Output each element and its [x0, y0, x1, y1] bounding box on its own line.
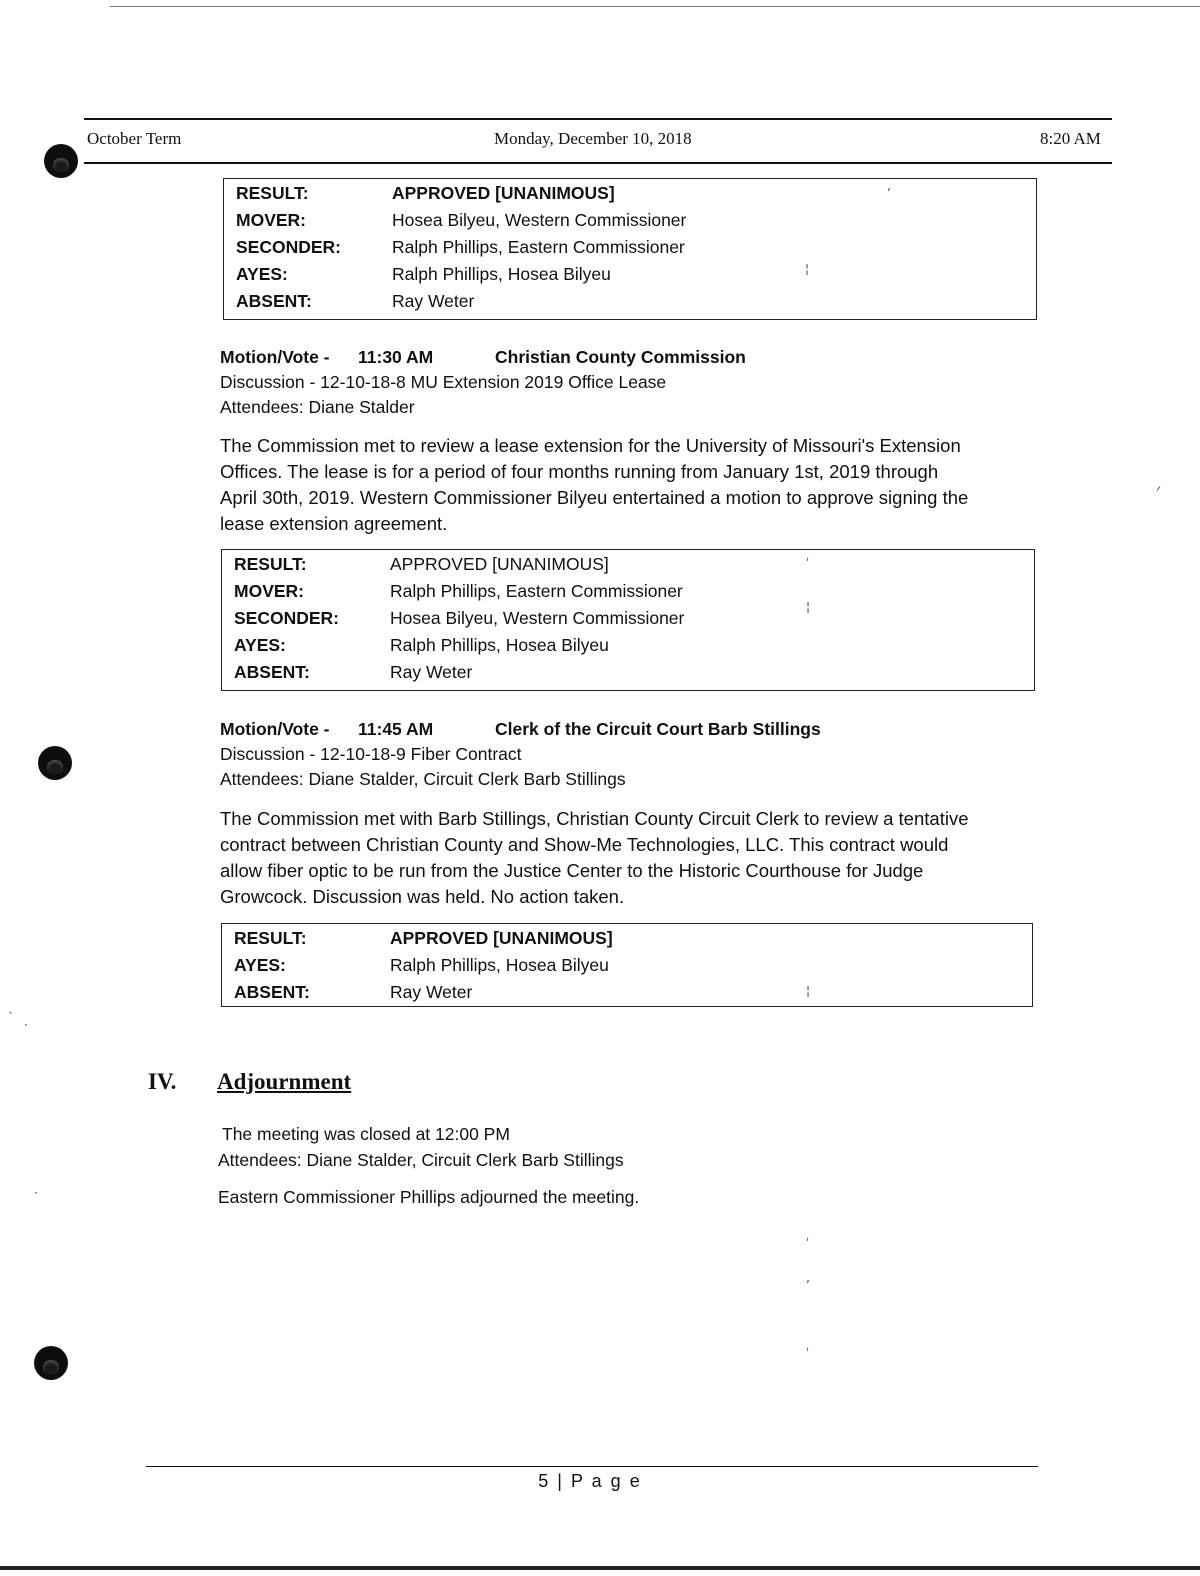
vote-key: AYES:	[234, 955, 286, 975]
vote-key: RESULT:	[234, 928, 307, 948]
vote-key: ABSENT:	[234, 662, 310, 682]
vote-value: Ray Weter	[390, 982, 473, 1002]
vote-row	[222, 952, 1032, 979]
motion-body: Clerk of the Circuit Court Barb Stillings	[495, 719, 821, 739]
vote-value: Ralph Phillips, Hosea Bilyeu	[390, 635, 609, 655]
header-rule-bottom	[84, 162, 1112, 164]
scan-speck: ˈ	[806, 1236, 810, 1250]
page-number: 5 | P a g e	[538, 1471, 642, 1491]
motion-label: Motion/Vote -	[220, 347, 330, 367]
vote-row	[222, 632, 1034, 659]
vote-key: ABSENT:	[234, 982, 310, 1002]
punch-hole-bottom	[34, 1346, 68, 1380]
vote-value: Hosea Bilyeu, Western Commissioner	[392, 210, 687, 230]
vote-key: RESULT:	[236, 183, 309, 203]
vote-row	[222, 578, 1034, 605]
header-date: Monday, December 10, 2018	[494, 129, 692, 148]
vote-row	[222, 551, 1034, 578]
scan-speck: ·	[24, 1018, 28, 1032]
vote-row	[224, 234, 1036, 261]
vote-value: APPROVED [UNANIMOUS]	[390, 928, 613, 948]
vote-row	[224, 261, 1036, 288]
motion-time: 11:45 AM	[358, 719, 434, 739]
scan-top-edge	[110, 6, 1200, 7]
scan-speck: ·	[34, 1186, 38, 1200]
vote-value: Hosea Bilyeu, Western Commissioner	[390, 608, 685, 628]
vote-value: APPROVED [UNANIMOUS]	[390, 554, 609, 574]
scan-speck: ʼ	[806, 1278, 810, 1292]
motion-paragraph-line: April 30th, 2019. Western Commissioner Bilyeu entertained a motion to approve signing the	[220, 487, 969, 508]
vote-row	[222, 925, 1032, 952]
vote-table-1	[223, 178, 1037, 320]
scan-speck: ʼ	[887, 186, 891, 200]
motion-paragraph-line: lease extension agreement.	[220, 513, 448, 534]
motion-body: Christian County Commission	[495, 347, 746, 367]
motion-attendees: Attendees: Diane Stalder	[220, 397, 415, 417]
vote-value: Ralph Phillips, Hosea Bilyeu	[392, 264, 611, 284]
motion-paragraph-line: contract between Christian County and Show-Me Technologies, LLC. This contract would	[220, 834, 949, 855]
vote-row	[222, 979, 1032, 1006]
adjournment-closing: Eastern Commissioner Phillips adjourned the meeting.	[218, 1187, 640, 1207]
punch-hole-top	[44, 144, 78, 178]
vote-value: Ralph Phillips, Eastern Commissioner	[390, 581, 683, 601]
vote-row	[222, 659, 1034, 686]
scan-speck: ᐟ	[1156, 484, 1162, 498]
footer-rule	[146, 1466, 1038, 1467]
vote-key: RESULT:	[234, 554, 307, 574]
scan-bottom-edge	[0, 1566, 1200, 1570]
vote-key: ABSENT:	[236, 291, 312, 311]
motion-discussion: Discussion - 12-10-18-9 Fiber Contract	[220, 744, 522, 764]
scan-speck: ˌ	[806, 1338, 810, 1352]
motion-paragraph-line: Offices. The lease is for a period of four months running from January 1st, 2019 through	[220, 461, 939, 482]
vote-key: SECONDER:	[236, 237, 342, 257]
scan-speck: ¦	[805, 262, 810, 276]
punch-hole-middle	[38, 746, 72, 780]
header-term: October Term	[87, 129, 182, 148]
vote-row	[222, 605, 1034, 632]
scan-speck: ¦	[806, 600, 811, 614]
vote-value: APPROVED [UNANIMOUS]	[392, 183, 615, 203]
motion-paragraph-line: The Commission met to review a lease extension for the University of Missouri's Extension	[220, 435, 961, 456]
header-time: 8:20 AM	[1040, 129, 1101, 148]
vote-key: AYES:	[234, 635, 286, 655]
adjournment-closed: The meeting was closed at 12:00 PM	[222, 1124, 510, 1144]
section-title: Adjournment	[217, 1069, 352, 1094]
vote-row	[224, 180, 1036, 207]
vote-key: MOVER:	[234, 581, 304, 601]
scan-speck: ˈ	[806, 556, 810, 570]
vote-value: Ralph Phillips, Hosea Bilyeu	[390, 955, 609, 975]
vote-row	[224, 207, 1036, 234]
vote-key: MOVER:	[236, 210, 306, 230]
vote-value: Ray Weter	[390, 662, 473, 682]
vote-table-3	[221, 923, 1033, 1007]
vote-row	[224, 288, 1036, 315]
motion-attendees: Attendees: Diane Stalder, Circuit Clerk Barb Stillings	[220, 769, 626, 789]
motion-paragraph-line: The Commission met with Barb Stillings, Christian County Circuit Clerk to review a tentative	[220, 808, 969, 829]
section-number: IV.	[148, 1069, 177, 1094]
adjournment-attendees: Attendees: Diane Stalder, Circuit Clerk Barb Stillings	[218, 1150, 624, 1170]
vote-value: Ray Weter	[392, 291, 475, 311]
motion-paragraph-line: allow fiber optic to be run from the Justice Center to the Historic Courthouse for Judge	[220, 860, 924, 881]
scan-speck: ˎ	[8, 1000, 14, 1014]
vote-value: Ralph Phillips, Eastern Commissioner	[392, 237, 685, 257]
motion-discussion: Discussion - 12-10-18-8 MU Extension 2019 Office Lease	[220, 372, 667, 392]
vote-key: AYES:	[236, 264, 288, 284]
scan-speck: ¦	[806, 984, 811, 998]
motion-paragraph-line: Growcock. Discussion was held. No action taken.	[220, 886, 625, 907]
vote-key: SECONDER:	[234, 608, 340, 628]
motion-time: 11:30 AM	[358, 347, 434, 367]
vote-table-2	[221, 549, 1035, 691]
header-rule-top	[84, 118, 1112, 120]
motion-label: Motion/Vote -	[220, 719, 330, 739]
